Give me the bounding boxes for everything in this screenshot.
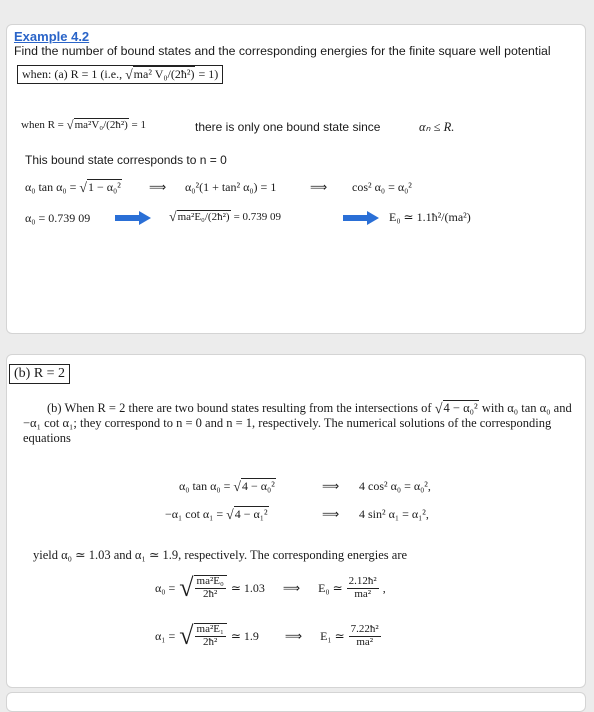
e0-root: √ $\frac{\text{ma²E₀}}{\text{2ħ²}}$ (179, 575, 227, 601)
e0-result-lhs: E₀ ≃ (318, 580, 343, 595)
eq-b2-radicand: 4 − α₁² (234, 507, 268, 521)
equation-b-2 (165, 507, 269, 522)
e0-fraction (194, 575, 227, 600)
implies-arrow-b1: ⟹ (322, 479, 340, 493)
line1-eq: = 1 (131, 119, 146, 131)
eq-b2-rhs: 4 sin² α₁ = α₁², (359, 507, 429, 521)
e1-lhs: α₁ = (155, 628, 176, 643)
energy-root: √ma²E₀/(2ħ²) (169, 209, 230, 224)
eq-b1-root: √4 − α₀² (233, 479, 275, 494)
e1-num: ma²E₁ (196, 623, 224, 636)
implies-arrow-1: ⟹ (149, 180, 167, 194)
energy-e0-result: E₀ ≃ 1.1ħ²/(ma²) (389, 210, 471, 224)
line1-text: there is only one bound state since (195, 120, 381, 134)
blue-arrow-icon (115, 211, 151, 225)
e1-den: 2ħ² (203, 636, 218, 648)
energy-e1-row (155, 623, 381, 649)
alpha0-value: α₀ = 0.739 09 (25, 211, 91, 225)
condition-b-box: (b) R = 2 (9, 364, 70, 384)
line1-math: αₙ ≤ R. (419, 120, 455, 134)
eq-a-lhs: α₀ tan α₀ = (25, 180, 77, 194)
eq-b2-root: √4 − α₁² (226, 507, 268, 522)
line1-root: √ma²V₀/(2ħ²) (66, 118, 128, 132)
energy-radicand: ma²E₀/(2ħ²) (177, 211, 230, 223)
e1-approx: ≃ 1.9 (230, 628, 259, 643)
paragraph-root: √4 − α₀² (434, 401, 478, 417)
part-b-paragraph (23, 401, 575, 446)
e1-root: √ $\frac{\text{ma²E₁}}{\text{2ħ²}}$ (179, 623, 227, 649)
bound-state-text: This bound state corresponds to n = 0 (25, 153, 227, 167)
line1-prefix: when R = (21, 119, 64, 131)
part-b-panel (6, 354, 586, 688)
e1-arrow: ⟹ (284, 628, 303, 643)
eq-a-rhs: cos² α₀ = α₀² (352, 180, 412, 194)
eq-a-radicand: 1 − α₀² (87, 180, 121, 194)
e1-result-lhs: E₁ ≃ (320, 628, 345, 643)
e0-den: 2ħ² (203, 588, 218, 600)
paragraph-radicand: 4 − α₀² (443, 401, 478, 415)
implies-arrow-b2: ⟹ (322, 507, 340, 521)
example-panel (6, 24, 586, 334)
blue-arrow-icon (343, 211, 379, 225)
line-when-r (21, 119, 146, 132)
equation-b-1 (179, 479, 276, 494)
e0-result-den: ma² (354, 587, 372, 600)
condition-a-radicand: ma² V₀/(2ħ²) (133, 67, 195, 81)
e0-num: ma²E₀ (196, 575, 224, 588)
energy-e0-row (155, 575, 386, 601)
eq-a-root: √1 − α₀² (79, 180, 121, 195)
condition-a-box (17, 65, 223, 84)
e1-fraction (194, 623, 227, 648)
energy-root-expression (169, 209, 281, 224)
e0-arrow: ⟹ (282, 580, 301, 595)
eq-a-mid: α₀²(1 + tan² α₀) = 1 (185, 180, 277, 194)
e0-approx: ≃ 1.03 (230, 580, 265, 595)
e0-result-fraction (347, 576, 379, 600)
condition-a-label: when: (a) R = 1 (i.e., (22, 67, 123, 81)
next-panel (6, 692, 586, 712)
e1-result-den: ma² (356, 635, 374, 648)
paragraph-start: (b) When R = 2 there are two bound states resulting from the intersections of (47, 401, 432, 415)
problem-statement: Find the number of bound states and the corresponding energies for the finite square well potential (14, 44, 551, 58)
e0-lhs: α₀ = (155, 580, 176, 595)
condition-a-tail: = 1) (198, 67, 219, 81)
e0-tail: , (382, 580, 386, 595)
eq-b1-radicand: 4 − α₀² (241, 479, 275, 493)
example-title: Example 4.2 (14, 29, 90, 44)
e1-result-num: 7.22ħ² (350, 622, 379, 635)
line1-radicand: ma²V₀/(2ħ²) (74, 119, 128, 131)
implies-arrow-2: ⟹ (310, 180, 328, 194)
yield-text: yield α₀ ≃ 1.03 and α₁ ≃ 1.9, respectively. The corresponding energies are (33, 548, 408, 562)
eq-b1-rhs: 4 cos² α₀ = α₀², (359, 479, 431, 493)
paragraph-rest: with α₀ tan α₀ and −α₁ cot α₁; they correspond to n = 0 and n = 1, respectively. The numerical solutions of the corresponding equations (23, 401, 572, 446)
condition-a-root: √ma² V₀/(2ħ²) (125, 67, 195, 82)
e0-result-num: 2.12ħ² (348, 574, 377, 587)
eq-b1-lhs: α₀ tan α₀ = (179, 479, 231, 493)
energy-root-value: = 0.739 09 (233, 211, 282, 223)
equation-row-1 (25, 180, 122, 195)
eq-b2-lhs: −α₁ cot α₁ = (165, 507, 224, 521)
e1-result-fraction (349, 624, 381, 648)
